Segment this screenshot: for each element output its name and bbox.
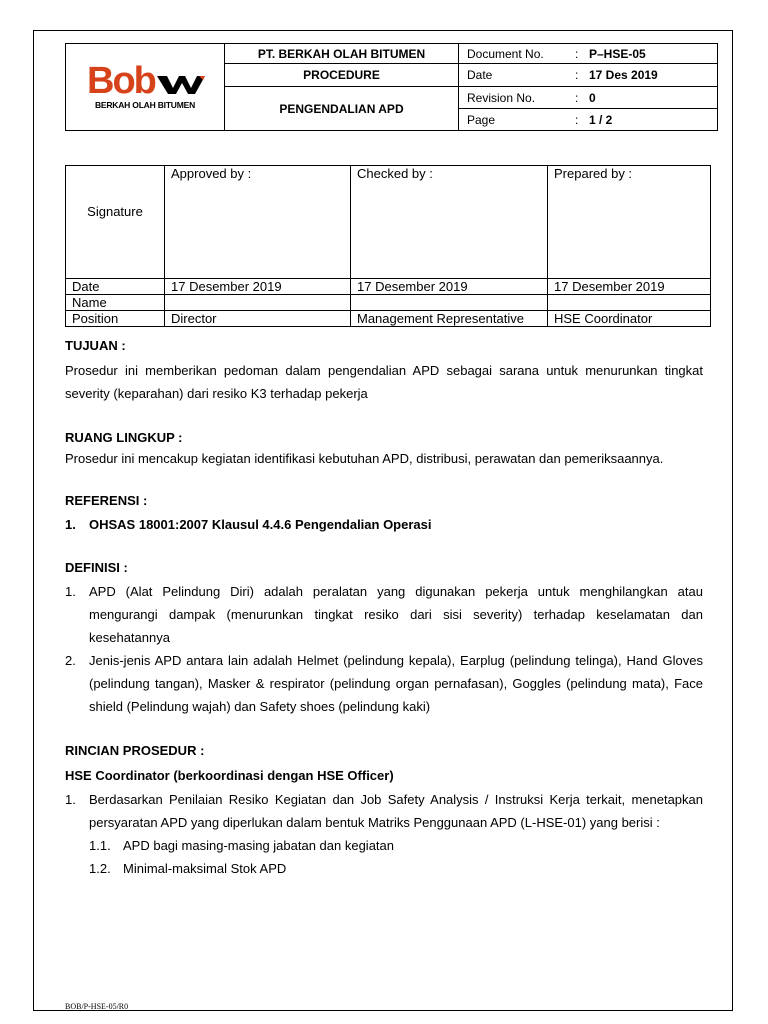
definisi-list bbox=[65, 580, 703, 718]
meta-key: Document No. bbox=[459, 44, 576, 64]
meta-key: Page bbox=[459, 109, 576, 131]
meta-value: P–HSE-05 bbox=[589, 44, 718, 64]
section-title-ruang-lingkup: RUANG LINGKUP : bbox=[65, 430, 183, 445]
section-text-ruang-lingkup: Prosedur ini mencakup kegiatan identifikasi kebutuhan APD, distribusi, perawatan dan pemeriksaannya. bbox=[65, 451, 664, 466]
rincian-sublist bbox=[65, 834, 703, 880]
checked-date: 17 Desember 2019 bbox=[351, 279, 548, 295]
section-title-definisi: DEFINISI : bbox=[65, 560, 128, 575]
row-label-signature: Signature bbox=[66, 166, 165, 279]
meta-value: 0 bbox=[589, 87, 718, 109]
meta-value: 1 / 2 bbox=[589, 109, 718, 131]
approved-date: 17 Desember 2019 bbox=[165, 279, 351, 295]
logo-mark-icon bbox=[155, 74, 207, 96]
prepared-name bbox=[548, 295, 711, 311]
list-item: 1. Berdasarkan Penilaian Resiko Kegiatan dan Job Safety Analysis / Instruksi Kerja terkait, menetapkan persyaratan APD yang diperlukan dalam bentuk Matriks Penggunaan APD (L-HSE-01) yang berisi : bbox=[65, 792, 703, 830]
checked-name bbox=[351, 295, 548, 311]
list-item: 1.1. APD bagi masing-masing jabatan dan kegiatan bbox=[89, 838, 395, 853]
referensi-list bbox=[65, 513, 703, 536]
section-title-referensi: REFERENSI : bbox=[65, 493, 148, 508]
section-title-tujuan: TUJUAN : bbox=[65, 338, 126, 353]
list-item: 1. OHSAS 18001:2007 Klausul 4.4.6 Pengendalian Operasi bbox=[65, 517, 432, 532]
meta-colon: : bbox=[575, 64, 589, 87]
approved-position: Director bbox=[165, 311, 351, 327]
row-label-date: Date bbox=[66, 279, 165, 295]
meta-value: 17 Des 2019 bbox=[589, 64, 718, 87]
signature-table bbox=[65, 165, 711, 327]
approved-name bbox=[165, 295, 351, 311]
list-item: 1. APD (Alat Pelindung Diri) adalah peralatan yang digunakan pekerja untuk menghilangkan atau mengurangi dampak (menurunkan tingkat resiko dari sisi severity) terhadap keselamatan dan kesehatannya bbox=[65, 584, 703, 645]
document-footer: BOB/P-HSE-05/R0 bbox=[65, 1002, 129, 1011]
logo-wordmark: Bob bbox=[87, 59, 155, 102]
rincian-list bbox=[65, 788, 703, 834]
logo-subtitle: BERKAH OLAH BITUMEN bbox=[94, 99, 196, 110]
section-subtitle-rincian: HSE Coordinator (berkoordinasi dengan HSE Officer) bbox=[65, 768, 394, 783]
prepared-date: 17 Desember 2019 bbox=[548, 279, 711, 295]
company-logo bbox=[83, 56, 207, 116]
checked-by-header: Checked by : bbox=[351, 166, 548, 279]
row-label-position: Position bbox=[66, 311, 165, 327]
company-name: PT. BERKAH OLAH BITUMEN bbox=[225, 44, 459, 64]
doc-type: PROCEDURE bbox=[225, 64, 459, 87]
meta-key: Revision No. bbox=[459, 87, 576, 109]
section-text-tujuan: Prosedur ini memberikan pedoman dalam pengendalian APD sebagai sarana untuk menurunkan tingkat severity (keparahan) dari resiko K3 terhadap pekerja bbox=[65, 363, 703, 401]
logo-cell bbox=[66, 44, 225, 131]
row-label-name: Name bbox=[66, 295, 165, 311]
prepared-position: HSE Coordinator bbox=[548, 311, 711, 327]
doc-subject: PENGENDALIAN APD bbox=[225, 87, 459, 131]
checked-position: Management Representative bbox=[351, 311, 548, 327]
meta-key: Date bbox=[459, 64, 576, 87]
meta-colon: : bbox=[575, 109, 589, 131]
list-item: 1.2. Minimal-maksimal Stok APD bbox=[89, 861, 287, 876]
list-item: 2. Jenis-jenis APD antara lain adalah Helmet (pelindung kepala), Earplug (pelindung telinga), Hand Gloves (pelindung tangan), Masker & respirator (pelindung organ pernafasan), Goggles (pelindung mata), Face shield (Pelindung wajah) dan Safety shoes (pelindung kaki) bbox=[65, 653, 703, 714]
approved-by-header: Approved by : bbox=[165, 166, 351, 279]
meta-colon: : bbox=[575, 87, 589, 109]
document-body bbox=[65, 338, 703, 880]
prepared-by-header: Prepared by : bbox=[548, 166, 711, 279]
section-title-rincian: RINCIAN PROSEDUR : bbox=[65, 743, 205, 758]
document-header bbox=[65, 43, 718, 131]
meta-colon: : bbox=[575, 44, 589, 64]
